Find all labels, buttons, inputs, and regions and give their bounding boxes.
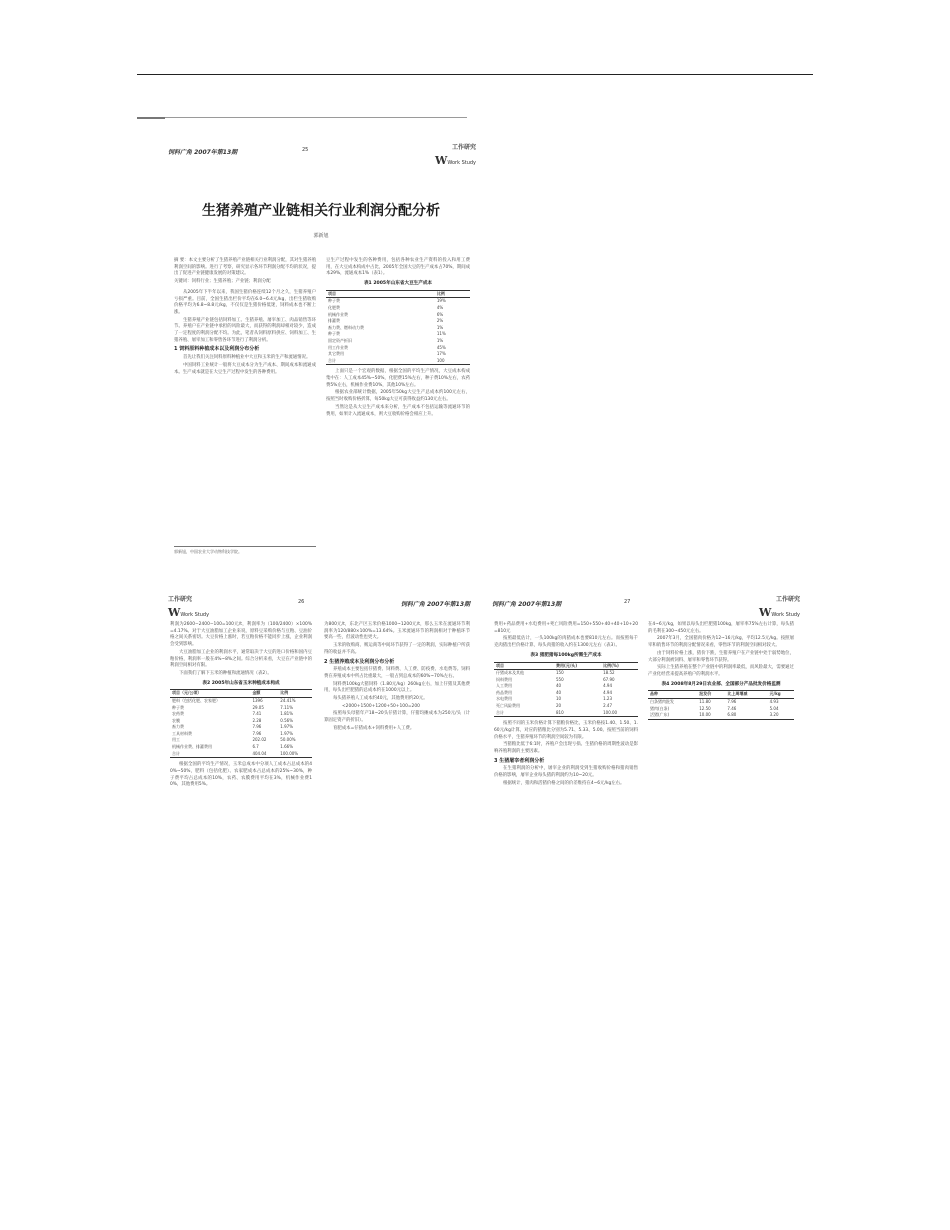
right-column — [326, 258, 470, 563]
table-cell: 19% — [436, 298, 446, 304]
table-cell: 18.52 — [603, 670, 615, 676]
section-label: 工作研究 — [168, 596, 193, 603]
table-row — [170, 751, 312, 758]
table-cell: 100.00% — [278, 751, 312, 758]
table-cell: 7.96 — [727, 698, 737, 704]
table-row — [648, 706, 794, 713]
table-2 — [170, 689, 312, 758]
running-header: 饲料广角 2007年第13期 — [400, 601, 470, 608]
table-cell: 3.20 — [768, 712, 794, 719]
table-header-cell: 元/kg — [768, 691, 794, 699]
section-sublabel — [759, 606, 800, 619]
table-cell: 202.02 — [252, 737, 267, 743]
table-header-row — [326, 290, 470, 298]
paragraph: 饲料费100kg大猪饲料（1.80元/kg）260kg左右，加上仔猪及其他费用，每头出栏肥猪的总成本约在1000元以上。 — [324, 681, 470, 694]
table-row — [494, 690, 638, 697]
table-row — [170, 724, 312, 731]
paragraph: 当猪粮比低于6:1时，养殖户会出现亏损。生猪价格的周期性波动是影响养殖利润的主要因素。 — [494, 742, 638, 755]
page-number: 27 — [624, 599, 631, 605]
section-heading: 2 生猪养殖成本及利润分布分析 — [324, 658, 395, 665]
section-sublabel — [168, 606, 209, 619]
table-cell: 饲料费用 — [496, 676, 512, 682]
table-cell: 1.66% — [280, 744, 293, 750]
table-cell: 550 — [556, 676, 564, 682]
table-cell: 7.41 — [252, 711, 262, 717]
table-cell: 其它费用 — [328, 351, 344, 357]
table-cell: 100 — [435, 358, 470, 365]
table-cell: 用工 — [172, 737, 180, 743]
table-cell: 种子费 — [328, 298, 340, 304]
section-w-glyph: W — [168, 606, 181, 619]
table-cell: 机械作业费 — [328, 311, 348, 317]
table-caption: 表4 2008年8月29日农业部、全国部分产品批发价格监测 — [661, 681, 781, 687]
left-column — [494, 622, 638, 1016]
table-cell: 水电费用 — [496, 696, 512, 702]
table-caption: 表3 猪肥猪每100kg所需生产成本 — [530, 652, 602, 658]
table-row — [326, 325, 470, 332]
paragraph: 为800元/t，东北产区玉米价格1000~1200元/t，那么玉米在流通环节利润率为120/880×100%=13.64%。玉米流通环节的利润相对于种植环节要高一些，但波动性也更大。 — [324, 622, 470, 641]
table-header-row — [170, 690, 312, 698]
table-cell: 6.7 — [252, 744, 259, 750]
journal-page-25 — [160, 140, 482, 570]
table-cell: 11% — [436, 331, 446, 337]
table-row — [170, 705, 312, 712]
table-header-row — [648, 691, 794, 699]
section-sub-text: Work Study — [771, 612, 800, 618]
paragraph: 由于饲料价格上涨，猪价下跌，生猪养殖户在产业链中处于弱势地位，大部分利润被饲料、屠宰和零售环节获得。 — [648, 650, 794, 663]
paragraph: 大豆油脂加工企业的利润水平，通常取决于大豆的进口价格和国内豆粕价格，利润率一般在4%~8%之间。综合分析来看，大豆在产业链中的利润空间相对有限。 — [170, 649, 312, 669]
table-cell: 24.41% — [280, 697, 296, 703]
paragraph: 在4~6元/kg，如果以每头出栏肥猪100kg，屠宰率75%左右计算，每头猪的毛利在300~450元左右。 — [648, 622, 794, 634]
table-header-cell: 费用(元/头) — [554, 662, 601, 670]
table-header-cell: 比例(%) — [601, 662, 638, 670]
table-cell: 7.96 — [252, 724, 262, 730]
table-cell: 白条猪肉批发 — [650, 698, 674, 704]
table-cell: 7.11% — [280, 704, 293, 710]
table-cell: 种子费 — [172, 704, 184, 710]
section-sublabel — [435, 154, 476, 167]
paragraph: 实际上生猪养殖在整个产业链中的利润率最低，而风险最大，需要通过产业化经营来提高养殖户的利润水平。 — [648, 665, 794, 677]
table-header-cell: 比上周增减 — [725, 691, 767, 699]
table-cell: 种子费 — [328, 331, 340, 337]
section-w-glyph: W — [758, 606, 772, 619]
paragraph: 从2005年下半年以来，我国生猪价格连续12个月之久，生猪养殖户亏损严重。目前，全国生猪出栏价平均在6.0~6.4元/kg，出栏生猪收购价格平均为6.8~8.8元/kg，不仅仅是生猪价格低迷，饲料成本也不断上涨。 — [174, 289, 316, 315]
table-cell: 40 — [556, 689, 562, 695]
paragraph: 按照每头母猪年产18~20头仔猪计算，仔猪均摊成本为250元/头（计算固定资产的折旧）。 — [324, 711, 470, 724]
formula: <2000+1500+1200+50+100=200 — [342, 703, 420, 709]
section-label: 工作研究 — [451, 144, 476, 151]
paragraph: 玉米的收购商、贩运商等中间环节获得了一定的利润，实际种植户所获得的收益并不高。 — [324, 643, 470, 655]
section-sub-text: Work Study — [447, 160, 476, 166]
paragraph: 根据农业部统计数据，2005年50kg大豆生产总成本约100元左右，按照当时收购价格折算，每50kg大豆可获得收益约130元左右。 — [326, 390, 470, 403]
table-header-cell: 比例 — [278, 690, 312, 698]
table-caption: 表2 2005年山东省玉米种植成本构成 — [202, 680, 280, 686]
table-row — [170, 718, 312, 725]
table-row — [170, 711, 312, 718]
table-row — [326, 331, 470, 338]
table-cell: 2.28 — [252, 717, 262, 723]
table-3 — [494, 662, 638, 718]
secondary-rule — [137, 117, 467, 118]
journal-page-27 — [484, 592, 806, 1020]
table-row — [170, 731, 312, 738]
right-column — [324, 622, 470, 1016]
table-cell: 畜力费 — [172, 724, 184, 730]
table-1 — [326, 290, 470, 366]
table-cell: 排灌费 — [328, 318, 340, 324]
table-row — [648, 698, 794, 705]
table-cell: 0.56% — [280, 717, 293, 723]
table-cell: 67.90 — [603, 676, 615, 682]
table-header-cell: 批发价 — [697, 691, 725, 699]
journal-page-26 — [160, 592, 480, 1020]
table-header-cell: 项目 — [326, 290, 435, 298]
table-cell: 10 — [556, 696, 562, 702]
table-cell: 6% — [436, 311, 444, 317]
table-cell: 4% — [436, 305, 444, 310]
paragraph: 2007年3月，全国猪肉价格为12~16元/kg，平均12.5元/kg。按照屠宰和销售环节的利润分配情况来看，零售环节的利润空间相对较大。 — [648, 636, 794, 649]
paragraph: 生猪养殖产业链包括饲料加工、生猪养殖、屠宰加工、肉品销售等环节。养殖户在产业链中承担的风险最大，而获得的利润却相对较少，造成了一定程度的利润分配不均。为此，笔者从饲料原料供应、饲料加工、生猪养殖、屠宰加工和零售各环节进行了利润分析。 — [174, 317, 316, 343]
table-cell: 用工作业费 — [328, 344, 348, 350]
table-row — [326, 345, 470, 352]
table-cell: 1% — [436, 337, 444, 343]
section-heading: 1 饲料原料种植成本以及利润分布分析 — [174, 346, 260, 353]
paragraph: 根据统计，猪肉和活猪价格之间的价差维持在4~6元/kg左右。 — [503, 780, 625, 786]
table-cell: 人工费用 — [496, 683, 512, 689]
paragraph: 养殖成本主要包括仔猪费、饲料费、人工费、防疫费、水电费等。饲料费在养殖成本中所占比重最大，一般占到总成本的60%~70%左右。 — [324, 667, 470, 679]
table-cell: 畜力费、燃料动力费 — [328, 324, 364, 330]
table-cell: 合计 — [494, 710, 554, 717]
table-cell: 1.81% — [280, 711, 293, 717]
table-4 — [648, 690, 794, 719]
table-row — [170, 697, 312, 704]
table-row — [494, 677, 638, 684]
table-cell: 5.04 — [769, 705, 779, 711]
table-cell: 7.96 — [252, 730, 262, 736]
table-cell: 11.80 — [699, 698, 711, 704]
table-header-cell: 比例 — [435, 290, 470, 298]
paragraph: 下面我们了解下玉米的种植和流通情况（表2）。 — [179, 670, 272, 676]
table-caption: 表1 2005年山东省大豆生产成本 — [363, 281, 433, 287]
table-row — [494, 710, 638, 717]
table-header-cell: 项目（元/公顷） — [170, 690, 250, 698]
table-cell: 50.00% — [280, 737, 296, 743]
table-row — [494, 670, 638, 677]
paragraph: 费用+药品费用+水电费用+死亡风险费用=150+550+40+40+10+20=810元 — [494, 622, 638, 634]
page-number: 26 — [298, 599, 305, 605]
table-row — [648, 712, 794, 719]
table-row — [170, 744, 312, 751]
table-cell: 肥料（包括化肥、农家肥） — [172, 697, 220, 703]
table-row — [326, 298, 470, 305]
paragraph: 按照不同的玉米价格计算下猪粮价格比，玉米价格按1.40、1.50、1.60元/kg计算，对应的猪粮比分别为5.71、5.33、5.00。按照当前的饲料价格水平，生猪养殖环节的利润空间较为有限。 — [494, 721, 638, 740]
table-row — [326, 351, 470, 358]
table-cell: 1.23 — [603, 696, 613, 702]
table-cell: 固定资产折旧 — [328, 337, 352, 343]
table-cell: 猪肉(白条) — [650, 705, 670, 711]
footnote: 郭新旭，中国农业大学动物科技学院。 — [174, 546, 316, 555]
table-cell: 4.93 — [769, 698, 779, 704]
table-cell: 1% — [436, 324, 444, 330]
table-cell: 1.97% — [280, 724, 293, 730]
left-column — [174, 258, 316, 568]
paragraph: 豆生产过程中发生的各种费用，包括各种农业生产资料的投入和用工费用，在大豆成本构成中占比，2005年全国大豆的生产成本占70%，期间成本29%，流通成本1%（表1）。 — [326, 258, 470, 277]
paragraph: 中国饲料工业统计一般将大豆成本分为生产成本、期间成本和流通成本。生产成本就是在大豆生产过程中发生的各种费用。 — [174, 362, 316, 375]
table-cell: 农膜 — [172, 717, 180, 723]
table-cell: 机械作业费、排灌费用 — [172, 744, 212, 750]
table-header-row — [494, 662, 638, 670]
table-cell: 12.50 — [699, 705, 711, 711]
table-cell: 29.05 — [252, 704, 264, 710]
table-cell: 工具材料费 — [172, 730, 192, 736]
table-cell: 活猪(广东) — [648, 712, 697, 719]
table-header-cell: 金额 — [250, 690, 278, 698]
table-cell: 45% — [436, 344, 446, 350]
paragraph: 每头猪养殖人工成本约40元，其他费用约20元。 — [333, 696, 428, 702]
table-cell: 死亡风险费用 — [496, 703, 520, 709]
table-cell: 1396 — [252, 697, 263, 703]
table-cell: 150 — [556, 670, 564, 676]
paragraph: 首先让我们关注饲料原料种植业中大豆和玉米的生产和流通情况。 — [183, 355, 311, 361]
table-cell: 17% — [436, 351, 446, 357]
table-cell: 7.46 — [727, 705, 737, 711]
table-cell: 10.00 — [697, 712, 725, 719]
table-cell: 农药费 — [172, 711, 184, 717]
secondary-rule-accent — [137, 117, 165, 119]
paragraph: 利润为2600−2400−100=100元/t，利润率为（100/2400）×100%=4.17%。对于大豆油脂加工企业来说，原料豆采购价格与豆粕、豆油价格之间关系密切。大豆价格上涨时，若豆粕价格不能同步上涨，企业利润会受到影响。 — [170, 622, 312, 648]
table-cell: 1.97% — [280, 730, 293, 736]
left-column — [170, 622, 312, 1016]
section-heading: 3 生猪屠宰者利润分析 — [494, 757, 545, 764]
article-author: 郭新旭 — [313, 233, 329, 239]
article-title: 生猪养殖产业链相关行业利润分配分析 — [202, 203, 440, 219]
table-row — [494, 703, 638, 710]
table-cell: 化肥费 — [328, 305, 340, 310]
running-header: 饲料广角 2007年第13期 — [168, 149, 238, 156]
table-cell: 810 — [554, 710, 601, 717]
right-column — [648, 622, 794, 1016]
table-row — [326, 318, 470, 325]
abstract: 摘 要：本文主要分析了生猪养殖产业链相关行业利润分配，其对生猪养殖利润空间的影响。进行了考察，研究显示各环节利润分配不均的状况，提出了促进产业链健康发展的对策建议。 — [174, 258, 316, 277]
table-cell: 合计 — [326, 358, 435, 365]
keywords: 关键词：饲料行业；生猪养殖；产业链；利润分配 — [174, 279, 271, 285]
table-header-cell: 项目 — [494, 662, 554, 670]
paragraph: 在生猪利润的分析中，屠宰企业的利润受到生猪收购价格和猪肉销售价格的影响，屠宰企业每头猪的利润约为10~20元。 — [494, 766, 638, 779]
table-cell: 404.04 — [250, 751, 278, 758]
table-row — [494, 683, 638, 690]
table-cell: 100.00 — [601, 710, 638, 717]
table-header-cell: 品种 — [648, 691, 697, 699]
table-cell: 合计 — [170, 751, 250, 758]
table-row — [326, 312, 470, 319]
paragraph: 上面只是一个宏观的数据，根据全国的平均生产情况，大豆成本构成集中在：人工成本45%~50%，化肥费15%左右，种子费10%左右，农药费5%左右，机械作业费10%，其他10%左右。 — [326, 369, 470, 388]
top-rule — [137, 74, 813, 75]
table-cell: 药品费用 — [496, 689, 512, 695]
paragraph: 育肥成本=仔猪成本+饲料费用+人工费。 — [333, 725, 415, 731]
table-cell: 仔猪成本及其他 — [496, 670, 524, 676]
table-cell: 4.94 — [603, 689, 613, 695]
running-header: 饲料广角 2007年第13期 — [492, 601, 562, 608]
paragraph: 按照最低估计，一头100kg的肉猪成本也要810元左右。而按照每千克肉猪出栏价格计算，每头肉猪的收入约在1300元左右（表3）。 — [494, 636, 638, 649]
table-row — [326, 358, 470, 365]
paragraph: 当然这是从大豆生产成本来分析，生产成本不包括运输等流通环节的费用，如果计入流通成本，则大豆收购价格会相应上升。 — [326, 404, 470, 417]
table-cell: 20 — [556, 703, 562, 709]
table-cell: 40 — [556, 683, 562, 689]
table-cell: 2% — [436, 318, 444, 324]
section-w-glyph: W — [434, 154, 448, 167]
table-cell: 2.47 — [603, 703, 613, 709]
table-row — [326, 305, 470, 312]
section-sub-text: Work Study — [180, 612, 210, 618]
section-label: 工作研究 — [775, 596, 800, 603]
table-cell: 4.94 — [603, 683, 613, 689]
page-number: 25 — [302, 147, 309, 153]
table-row — [326, 338, 470, 345]
table-cell: 6.80 — [725, 712, 767, 719]
paragraph: 根据全国的平均生产情况，玉米总成本中分项人工成本占总成本的40%~50%，肥料（包括化肥）、农家肥成本占总成本的25%~30%，种子费平均占总成本的10%，农药、农膜费用平均在3%，机械作业费10%，其他费用5%。 — [170, 762, 312, 788]
